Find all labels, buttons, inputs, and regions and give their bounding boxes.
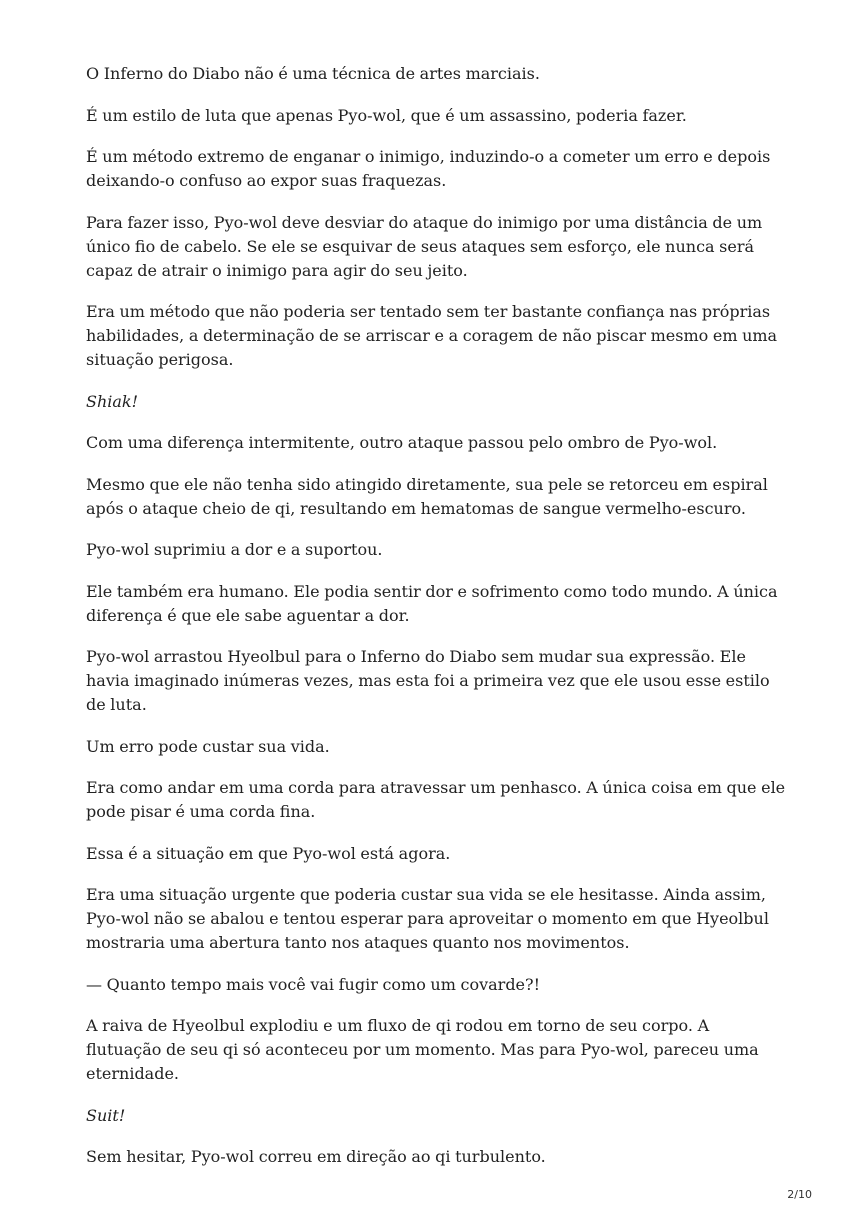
page-number: 2/10: [787, 1188, 812, 1201]
paragraph: Mesmo que ele não tenha sido atingido diretamente, sua pele se retorceu em espiral após o ataque cheio de qi, resultando em hematomas de sangue vermelho-escuro.: [86, 474, 768, 518]
paragraph: O Inferno do Diabo não é uma técnica de artes marciais.: [86, 64, 540, 83]
paragraph: Essa é a situação em que Pyo-wol está agora.: [86, 843, 451, 863]
paragraph-dialogue: — Quanto tempo mais você vai fugir como um covarde?!: [86, 974, 541, 994]
paragraph: Sem hesitar, Pyo-wol correu em direção ao qi turbulento.: [86, 1147, 546, 1166]
paragraph: Pyo-wol suprimiu a dor e a suportou.: [86, 540, 383, 559]
paragraph: É um estilo de luta que apenas Pyo-wol, que é um assassino, poderia fazer.: [86, 105, 687, 125]
paragraph: Com uma diferença intermitente, outro ataque passou pelo ombro de Pyo-wol.: [86, 433, 718, 452]
paragraph: Era como andar em uma corda para atravessar um penhasco. A única coisa em que ele pode pisar é uma corda fina.: [86, 778, 786, 821]
paragraph: Pyo-wol arrastou Hyeolbul para o Inferno do Diabo sem mudar sua expressão. Ele havia imaginado inúmeras vezes, mas esta foi a primeira vez que ele usou esse estilo de luta.: [86, 647, 770, 714]
paragraph: Um erro pode custar sua vida.: [86, 736, 330, 756]
paragraph-sound-effect: Suit!: [86, 1105, 126, 1125]
paragraph: A raiva de Hyeolbul explodiu e um fluxo de qi rodou em torno de seu corpo. A flutuação de seu qi só aconteceu por um momento. Mas para Pyo-wol, pareceu uma eternidade.: [86, 1016, 759, 1083]
paragraph: É um método extremo de enganar o inimigo, induzindo-o a cometer um erro e depois deixando-o confuso ao expor suas fraquezas.: [86, 147, 771, 190]
paragraph: Era um método que não poderia ser tentado sem ter bastante confiança nas próprias habilidades, a determinação de se arriscar e a coragem de não piscar mesmo em uma situação perigosa.: [86, 302, 778, 369]
paragraph: Era uma situação urgente que poderia custar sua vida se ele hesitasse. Ainda assim, Pyo-wol não se abalou e tentou esperar para aproveitar o momento em que Hyeolbul mostraria uma abertura tanto nos ataques quanto nos movimentos.: [86, 885, 769, 952]
paragraph-sound-effect: Shiak!: [86, 391, 139, 411]
paragraph: Para fazer isso, Pyo-wol deve desviar do ataque do inimigo por uma distância de um único fio de cabelo. Se ele se esquivar de seus ataques sem esforço, ele nunca será capaz de atrair o inimigo para agir do seu jeito.: [86, 212, 763, 280]
paragraph: Ele também era humano. Ele podia sentir dor e sofrimento como todo mundo. A única diferença é que ele sabe aguentar a dor.: [86, 581, 778, 625]
document-body: [86, 62, 786, 1187]
